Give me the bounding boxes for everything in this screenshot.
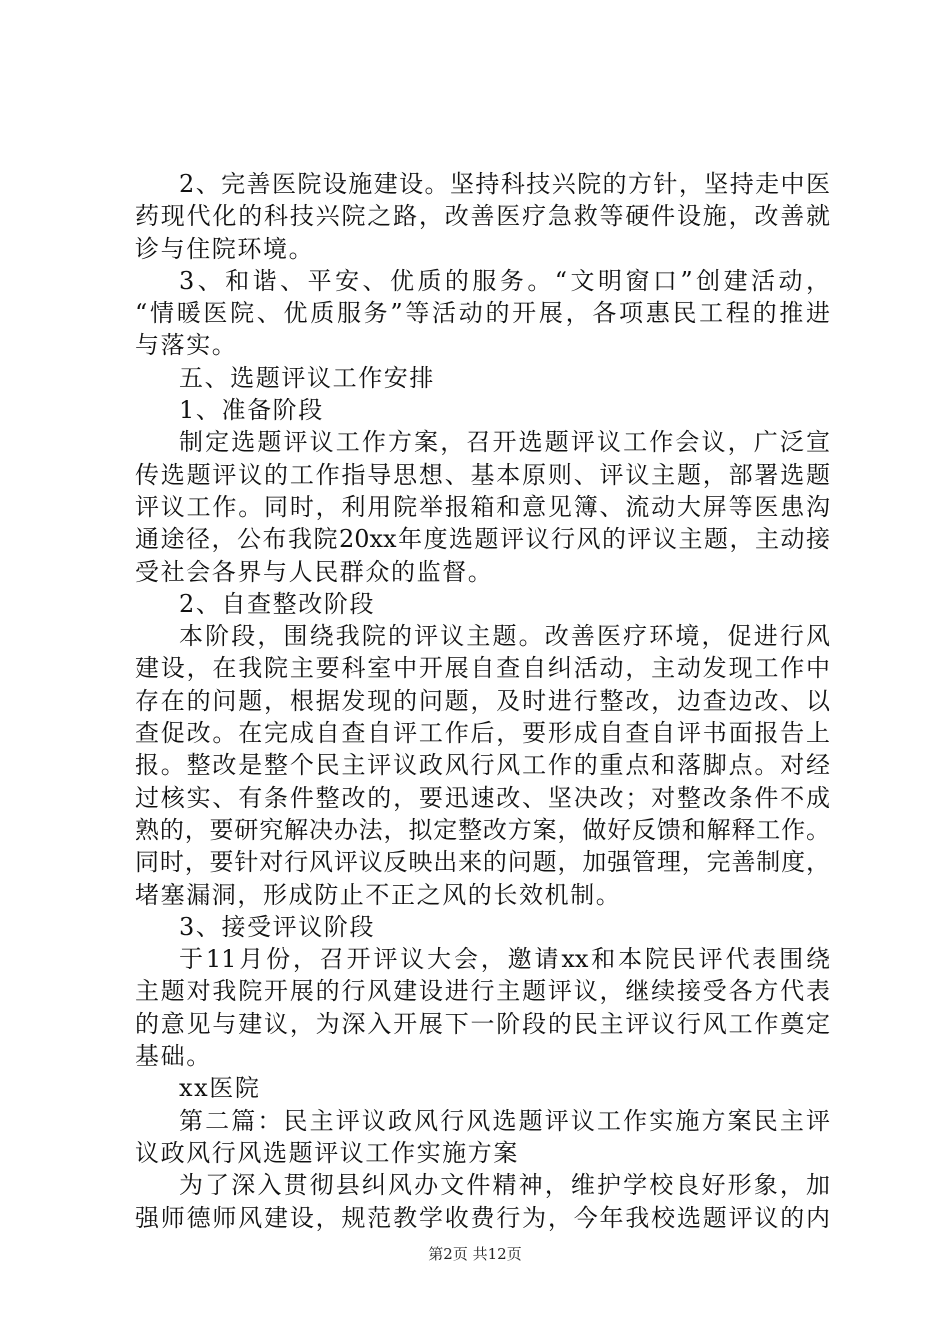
text-line: 2、完善医院设施建设。坚持科技兴院的方针，坚持走中医: [179, 170, 830, 198]
text-line: “情暖医院、优质服务”等活动的开展，各项惠民工程的推进: [135, 299, 830, 328]
text-line: 查促改。在完成自查自评工作后，要形成自查自评书面报告上: [135, 719, 830, 748]
text-line: 报。整改是整个民主评议政风行风工作的重点和落脚点。对经: [135, 751, 830, 780]
text-line: 堵塞漏洞，形成防止不正之风的长效机制。: [135, 880, 622, 909]
text-line: 主题对我院开展的行风建设进行主题评议，继续接受各方代表: [135, 977, 830, 1006]
text-line: 药现代化的科技兴院之路，改善医疗急救等硬件设施，改善就: [135, 202, 830, 231]
text-line: 于11月份，召开评议大会，邀请xx和本院民评代表围绕: [179, 945, 830, 974]
text-line: xx医院: [179, 1074, 261, 1103]
text-line: 熟的，要研究解决办法，拟定整改方案，做好反馈和解释工作。: [135, 815, 830, 844]
text-line: 建设，在我院主要科室中开展自查自纠活动，主动发现工作中: [135, 654, 830, 683]
page-number: 第2页 共12页: [428, 1245, 522, 1263]
text-line: 1、准备阶段: [179, 396, 324, 425]
text-line: 的意见与建议，为深入开展下一阶段的民主评议行风工作奠定: [135, 1009, 830, 1038]
text-line: 制定选题评议工作方案，召开选题评议工作会议，广泛宣: [179, 428, 830, 457]
text-line: 同时，要针对行风评议反映出来的问题，加强管理，完善制度，: [135, 848, 830, 877]
text-line: 通途径，公布我院20xx年度选题评议行风的评议主题，主动接: [135, 525, 830, 554]
text-line: 2、自查整改阶段: [179, 589, 376, 618]
text-line: 3、接受评议阶段: [179, 912, 376, 941]
text-line: 本阶段，围绕我院的评议主题。改善医疗环境，促进行风: [179, 622, 830, 651]
text-line: 基础。: [135, 1042, 212, 1071]
text-line: 五、选题评议工作安排: [179, 363, 435, 392]
page-footer: [0, 1243, 950, 1264]
text-line: 与落实。: [135, 331, 238, 360]
text-line: 为了深入贯彻县纠风办文件精神，维护学校良好形象，加: [179, 1171, 830, 1200]
text-line: 3、和谐、平安、优质的服务。“文明窗口”创建活动，: [179, 266, 830, 295]
text-line: 第二篇：民主评议政风行风选题评议工作实施方案民主评: [179, 1106, 830, 1135]
text-line: 强师德师风建设，规范教学收费行为，今年我校选题评议的内: [135, 1203, 830, 1232]
document-body: [135, 168, 830, 1234]
text-line: 存在的问题，根据发现的问题，及时进行整改，边查边改、以: [135, 686, 830, 715]
text-line: 诊与住院环境。: [135, 234, 315, 263]
text-line: 传选题评议的工作指导思想、基本原则、评议主题，部署选题: [135, 460, 830, 489]
text-line: 受社会各界与人民群众的监督。: [135, 557, 494, 586]
text-line: 议政风行风选题评议工作实施方案: [135, 1138, 519, 1167]
text-line: 评议工作。同时，利用院举报箱和意见簿、流动大屏等医患沟: [135, 492, 830, 521]
text-line: 过核实、有条件整改的，要迅速改、坚决改；对整改条件不成: [135, 783, 830, 812]
